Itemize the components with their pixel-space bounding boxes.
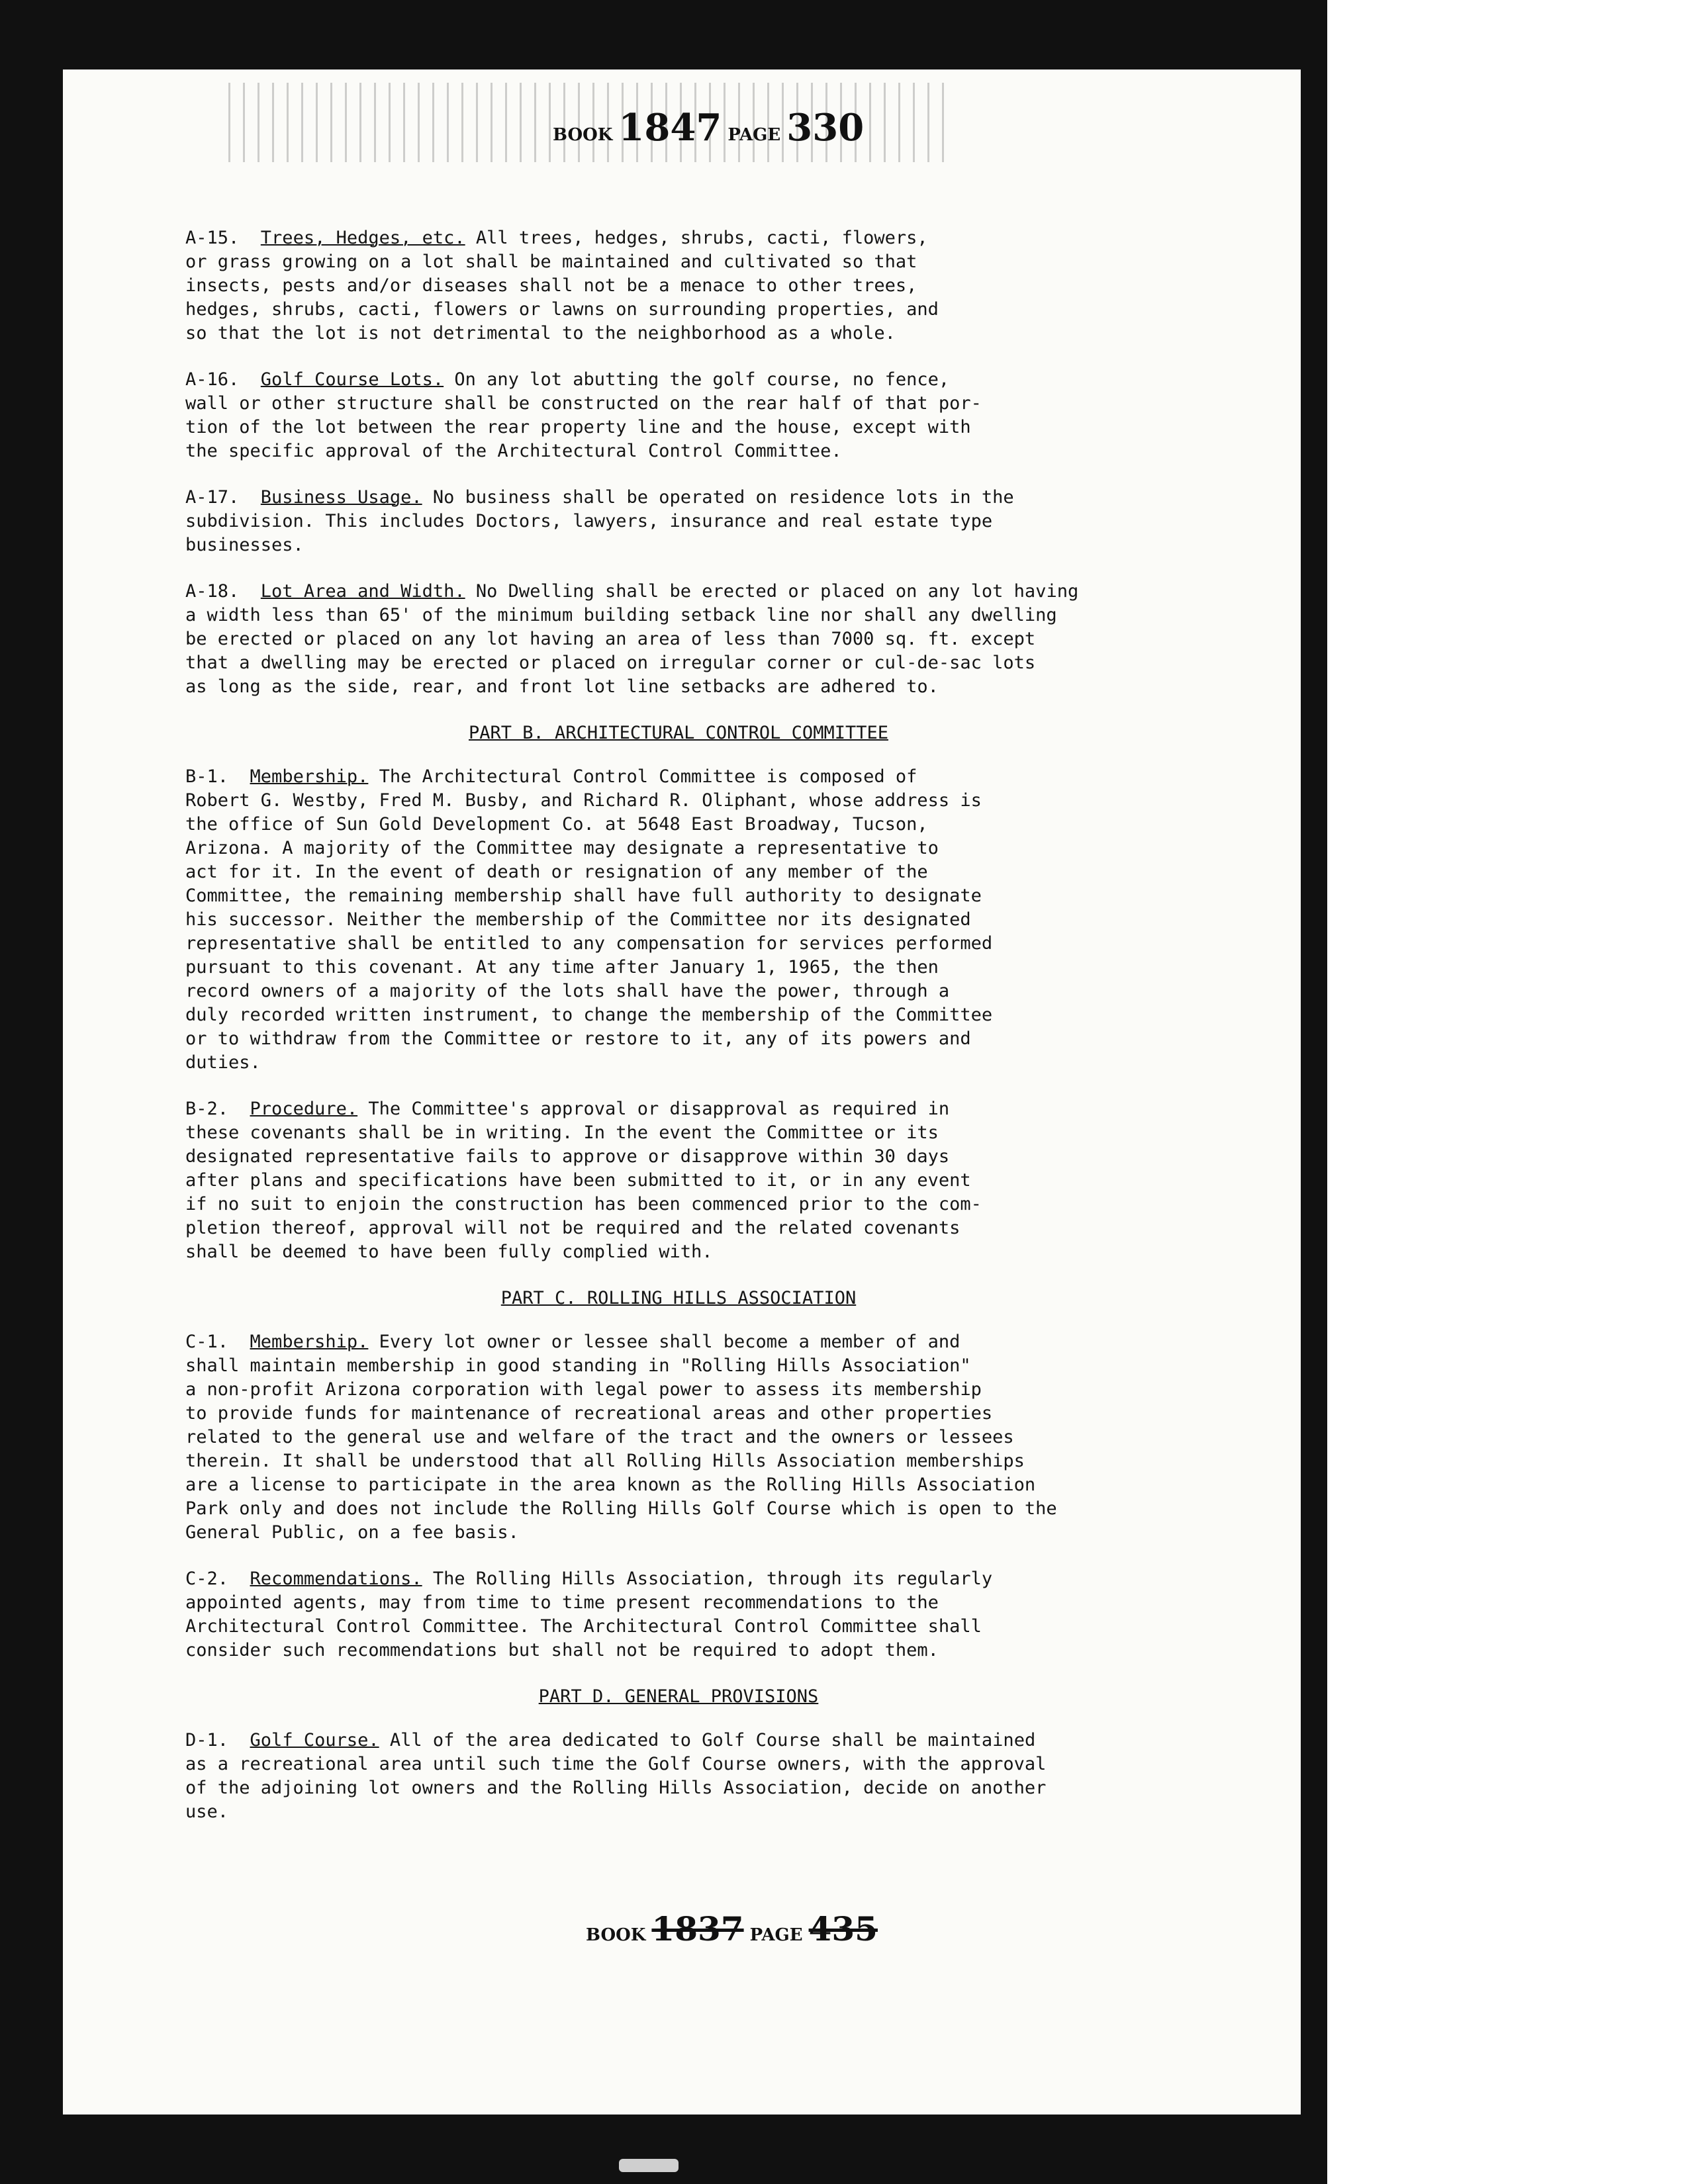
stamp-page-label: PAGE — [727, 125, 781, 145]
paragraph-text: The Architectural Control Committee is composed of Robert G. Westby, Fred M. Busby, and Richard R. Oliphant, whose address is the office of Sun Gold Development Co. at 5648 East Broadway, Tucson, Arizona. A majority of the Committee may designate a representative to act for it. In the event of death or resignation of any member of the Committee, the remaining membership shall have full authority to designate his successor. Neither the membership of the Committee nor its designated representative shall be entitled to any compensation for services performed pursuant to this covenant. At any time after January 1, 1965, the then record owners of a majority of the lots shall have the power, through a duly recorded written instrument, to change the membership of the Committee or to withdraw from the Committee or restore to it, any of its powers and duties. — [185, 766, 993, 1073]
bottom-margin-mark — [619, 2159, 679, 2172]
paragraph-text: All trees, hedges, shrubs, cacti, flowers, or grass growing on a lot shall be maintained and cultivated so that insects, pests and/or diseases shall not be a menace to other trees, hedges, shrubs, cacti, flowers or lawns on surrounding properties, and so that the lot is not detrimental to the neighborhood as a whole. — [185, 228, 939, 343]
paragraph-text: The Committee's approval or disapproval as required in these covenants shall be in writing. In the event the Committee or its designated representative fails to approve or disapprove within 30 days after plans and specifications have been submitted to it, or in any event if no suit to enjoin the construction has been commenced prior to the com- pletion thereof, approval will not be required and the related covenants shall be deemed to have been fully complied with. — [185, 1099, 982, 1262]
covenant-paragraph — [185, 486, 1172, 557]
stamp-page-number: 435 — [808, 1909, 878, 1948]
stamp-book-label: BOOK — [586, 1925, 646, 1945]
paragraph-text: On any lot abutting the golf course, no fence, wall or other structure shall be constructed on the rear half of that por- tion of the lot between the rear property line and the house, except with the specific approval of the Architectural Control Committee. — [185, 369, 982, 461]
covenant-paragraph — [185, 226, 1172, 345]
section-heading: PART B. ARCHITECTURAL CONTROL COMMITTEE — [469, 723, 888, 743]
paragraph-title: Lot Area and Width. — [260, 581, 465, 602]
paragraph-text: The Rolling Hills Association, through its regularly appointed agents, may from time to time present recommendations to the Architectural Control Committee. The Architectural Control Committee shall consider such recommendations but shall not be required to adopt them. — [185, 1569, 993, 1661]
paragraph-title: Recommendations. — [250, 1569, 422, 1589]
paragraph-number: B-1. — [185, 766, 229, 787]
covenant-paragraph — [185, 765, 1172, 1075]
scan-border-top — [0, 0, 1327, 69]
paragraph-number: C-2. — [185, 1569, 229, 1589]
paragraph-title: Membership. — [250, 766, 369, 787]
covenant-paragraph — [185, 1097, 1172, 1264]
scan-border-right — [1301, 0, 1327, 2124]
covenant-paragraph — [185, 1567, 1172, 1662]
paragraph-title: Golf Course Lots. — [260, 369, 444, 390]
paragraph-text: No business shall be operated on residence lots in the subdivision. This includes Doctors, lawyers, insurance and real estate type businesses. — [185, 487, 1014, 555]
stamp-page-number: 330 — [786, 106, 865, 150]
scan-border-left — [0, 0, 63, 2184]
stamp-book-number: 1837 — [651, 1909, 744, 1948]
paragraph-number: A-17. — [185, 487, 240, 508]
paragraph-number: D-1. — [185, 1730, 229, 1751]
scan-border-bottom — [0, 2115, 1327, 2184]
paragraph-number: A-15. — [185, 228, 240, 248]
paragraph-number: B-2. — [185, 1099, 229, 1119]
paragraph-number: A-16. — [185, 369, 240, 390]
document-body — [185, 226, 1172, 1846]
paragraph-text: Every lot owner or lessee shall become a member of and shall maintain membership in good standing in "Rolling Hills Association" a non-profit Arizona corporation with legal power to assess its membership to provide funds for maintenance of recreational areas and other properties related to the general use and welfare of the tract and the owners or lessees therein. It shall be understood that all Rolling Hills Association memberships are a license to participate in the area known as the Rolling Hills Association Park only and does not include the Rolling Hills Golf Course which is open to the General Public, on a fee basis. — [185, 1332, 1057, 1543]
recording-stamp-top — [553, 106, 864, 150]
covenant-paragraph — [185, 368, 1172, 463]
section-heading: PART C. ROLLING HILLS ASSOCIATION — [500, 1288, 857, 1308]
paragraph-title: Trees, Hedges, etc. — [260, 228, 465, 248]
paragraph-text: No Dwelling shall be erected or placed on any lot having a width less than 65' of the minimum building setback line nor shall any dwelling be erected or placed on any lot having an area of less than 7000 sq. ft. except that a dwelling may be erected or placed on irregular corner or cul-de-sac lots as long as the side, rear, and front lot line setbacks are adhered to. — [185, 581, 1079, 697]
paragraph-title: Membership. — [250, 1332, 369, 1352]
paragraph-number: A-18. — [185, 581, 240, 602]
stamp-book-number: 1847 — [618, 106, 722, 150]
covenant-paragraph — [185, 580, 1172, 699]
paragraph-number: C-1. — [185, 1332, 229, 1352]
stamp-page-label: PAGE — [749, 1925, 803, 1945]
scan-margin-right — [1327, 0, 1688, 2184]
paragraph-title: Procedure. — [250, 1099, 358, 1119]
covenant-paragraph — [185, 1729, 1172, 1824]
stamp-book-label: BOOK — [553, 125, 613, 145]
paragraph-title: Business Usage. — [260, 487, 422, 508]
recording-stamp-bottom — [586, 1909, 878, 1948]
paragraph-text: All of the area dedicated to Golf Course shall be maintained as a recreational area until such time the Golf Course owners, with the approval of the adjoining lot owners and the Rolling Hills Association, decide on another use. — [185, 1730, 1047, 1822]
section-heading: PART D. GENERAL PROVISIONS — [538, 1686, 819, 1707]
covenant-paragraph — [185, 1330, 1172, 1545]
paragraph-title: Golf Course. — [250, 1730, 379, 1751]
